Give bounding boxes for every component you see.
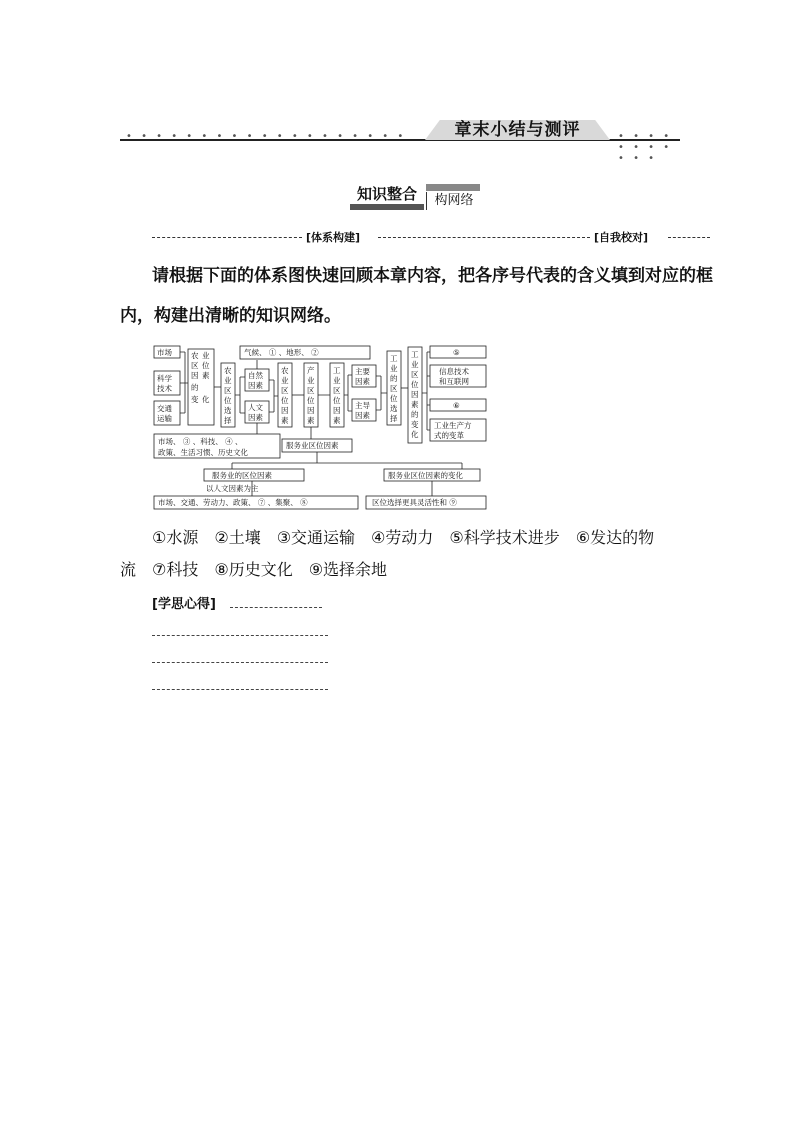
transport-text-1: 交通 bbox=[157, 404, 172, 413]
dominant-factors-text-1: 主导 bbox=[355, 401, 370, 410]
ind-factors-text bbox=[333, 366, 341, 425]
service-lower-connector bbox=[252, 481, 432, 496]
svg-text:的: 的 bbox=[411, 410, 419, 419]
answers-line-2: 流 ⑦科技 ⑧历史文化 ⑨选择余地 bbox=[120, 560, 388, 579]
human-factors-list-1: 市场、 ③ 、科技、 ④ 、 bbox=[158, 437, 243, 446]
svg-text:业: 业 bbox=[390, 364, 398, 373]
tech-text-1: 科学 bbox=[157, 374, 172, 383]
svg-text:业: 业 bbox=[224, 376, 232, 385]
agri-location-connector bbox=[235, 377, 245, 413]
svg-text:因: 因 bbox=[191, 371, 199, 380]
notes-label: [学思心得] bbox=[152, 597, 216, 612]
svg-text:农: 农 bbox=[281, 366, 289, 375]
instruction-line-1: 请根据下面的体系图快速回顾本章内容，把各序号代表的含义填到对应的框 bbox=[152, 266, 713, 286]
divider-middle bbox=[378, 237, 590, 238]
svg-text:业: 业 bbox=[202, 351, 210, 360]
svg-text:位: 位 bbox=[202, 361, 210, 370]
svg-text:位: 位 bbox=[224, 396, 232, 405]
svg-text:产: 产 bbox=[307, 366, 315, 375]
svg-text:素: 素 bbox=[202, 371, 210, 380]
notes-line-0[interactable] bbox=[230, 607, 322, 608]
svg-text:化: 化 bbox=[202, 395, 210, 404]
notes-line-1[interactable] bbox=[152, 635, 328, 636]
banner-dots-left: • • • • • • • • • • • • • • • • • • • bbox=[126, 131, 407, 142]
svg-text:区: 区 bbox=[411, 370, 419, 379]
svg-text:因: 因 bbox=[307, 406, 315, 415]
svg-text:位: 位 bbox=[390, 394, 398, 403]
knowledge-network-diagram bbox=[152, 343, 492, 513]
natural-factors-text-2: 因素 bbox=[248, 381, 263, 390]
svg-text:区: 区 bbox=[191, 361, 199, 370]
svg-text:区: 区 bbox=[224, 386, 232, 395]
svg-text:的: 的 bbox=[191, 383, 199, 392]
svg-text:区: 区 bbox=[333, 386, 341, 395]
svg-text:素: 素 bbox=[307, 416, 315, 425]
inputs-connector bbox=[180, 352, 188, 413]
section-title: 知识整合 bbox=[356, 185, 417, 203]
svg-text:农: 农 bbox=[224, 366, 232, 375]
svg-text:位: 位 bbox=[333, 396, 341, 405]
info-tech-text-2: 和互联网 bbox=[439, 377, 469, 386]
service-factors-text: 服务业区位因素 bbox=[286, 441, 339, 450]
service-factor-text: 服务业的区位因素 bbox=[212, 471, 272, 480]
svg-text:变: 变 bbox=[191, 395, 199, 404]
svg-text:素: 素 bbox=[333, 416, 341, 425]
instruction-line-2: 内，构建出清晰的知识网络。 bbox=[120, 306, 341, 326]
production-change-text-1: 工业生产方 bbox=[434, 421, 472, 430]
ind-location-text bbox=[390, 354, 398, 423]
svg-text:区: 区 bbox=[390, 384, 398, 393]
service-human-text: 以人文因素为主 bbox=[206, 484, 259, 493]
svg-text:择: 择 bbox=[390, 414, 398, 423]
svg-text:因: 因 bbox=[281, 406, 289, 415]
banner-dots-right: • • • • • • • • • • • bbox=[618, 131, 673, 164]
notes-line-3[interactable] bbox=[152, 689, 328, 690]
svg-text:择: 择 bbox=[224, 416, 232, 425]
ind-factors-connector bbox=[344, 375, 352, 411]
section-subtitle: 构网络 bbox=[426, 192, 481, 210]
answers-line-1: ①水源 ②土壤 ③交通运输 ④劳动力 ⑤科学技术进步 ⑥发达的物 bbox=[152, 528, 655, 547]
main-factors-text-1: 主要 bbox=[355, 367, 370, 376]
ind-change-text bbox=[411, 350, 419, 439]
svg-text:素: 素 bbox=[411, 400, 419, 409]
svg-text:业: 业 bbox=[307, 376, 315, 385]
svg-text:位: 位 bbox=[411, 380, 419, 389]
diagram-svg bbox=[152, 343, 492, 513]
svg-text:因: 因 bbox=[411, 390, 419, 399]
answer-6-marker: ⑥ bbox=[453, 401, 460, 410]
notes-line-2[interactable] bbox=[152, 662, 328, 663]
svg-text:工: 工 bbox=[411, 350, 419, 359]
dominant-factors-text-2: 因素 bbox=[355, 411, 370, 420]
human-factors-text-2: 因素 bbox=[248, 413, 263, 422]
chapter-title: 章末小结与测评 bbox=[454, 120, 581, 140]
svg-text:素: 素 bbox=[281, 416, 289, 425]
human-factors-text-1: 人文 bbox=[248, 403, 263, 412]
section-title-underbar bbox=[350, 204, 424, 210]
info-tech-text-1: 信息技术 bbox=[439, 367, 469, 376]
natural-factors-list: 气候、 ① 、地形、 ② bbox=[244, 348, 319, 357]
section-subtitle-bar bbox=[426, 184, 480, 191]
service-factor-list: 市场、交通、劳动力、政策、 ⑦ 、集聚、 ⑧ bbox=[158, 498, 308, 507]
svg-text:选: 选 bbox=[224, 406, 232, 415]
answer-5-marker: ⑤ bbox=[453, 348, 460, 357]
tech-text-2: 技术 bbox=[157, 384, 172, 393]
svg-text:因: 因 bbox=[333, 406, 341, 415]
svg-text:位: 位 bbox=[307, 396, 315, 405]
svg-text:工: 工 bbox=[390, 354, 398, 363]
svg-text:变: 变 bbox=[411, 420, 419, 429]
svg-text:业: 业 bbox=[281, 376, 289, 385]
system-build-label: [体系构建] bbox=[306, 231, 361, 244]
divider-right bbox=[668, 237, 710, 238]
svg-text:位: 位 bbox=[281, 396, 289, 405]
divider-left bbox=[152, 237, 302, 238]
production-change-text-2: 式的变革 bbox=[434, 431, 464, 440]
main-dominant-connector bbox=[376, 376, 387, 410]
svg-text:的: 的 bbox=[390, 374, 398, 383]
svg-text:化: 化 bbox=[411, 430, 419, 439]
service-flex-text: 区位选择更具灵活性和 ⑨ bbox=[372, 498, 457, 507]
main-factors-text-2: 因素 bbox=[355, 377, 370, 386]
transport-text-2: 运输 bbox=[157, 414, 172, 423]
self-check-label: [自我校对] bbox=[594, 231, 649, 244]
section-heading bbox=[350, 184, 480, 212]
human-factors-list-2: 政策、生活习惯、历史文化 bbox=[158, 448, 248, 457]
service-change-text: 服务业区位因素的变化 bbox=[388, 471, 463, 480]
svg-text:业: 业 bbox=[411, 360, 419, 369]
ind-change-connector bbox=[422, 352, 430, 430]
svg-text:选: 选 bbox=[390, 404, 398, 413]
svg-text:农: 农 bbox=[191, 351, 199, 360]
svg-text:业: 业 bbox=[333, 376, 341, 385]
svg-text:区: 区 bbox=[281, 386, 289, 395]
market-text: 市场 bbox=[157, 348, 172, 357]
chapter-banner bbox=[120, 120, 680, 164]
natural-factors-text-1: 自然 bbox=[248, 371, 263, 380]
svg-text:工: 工 bbox=[333, 366, 341, 375]
svg-text:区: 区 bbox=[307, 386, 315, 395]
